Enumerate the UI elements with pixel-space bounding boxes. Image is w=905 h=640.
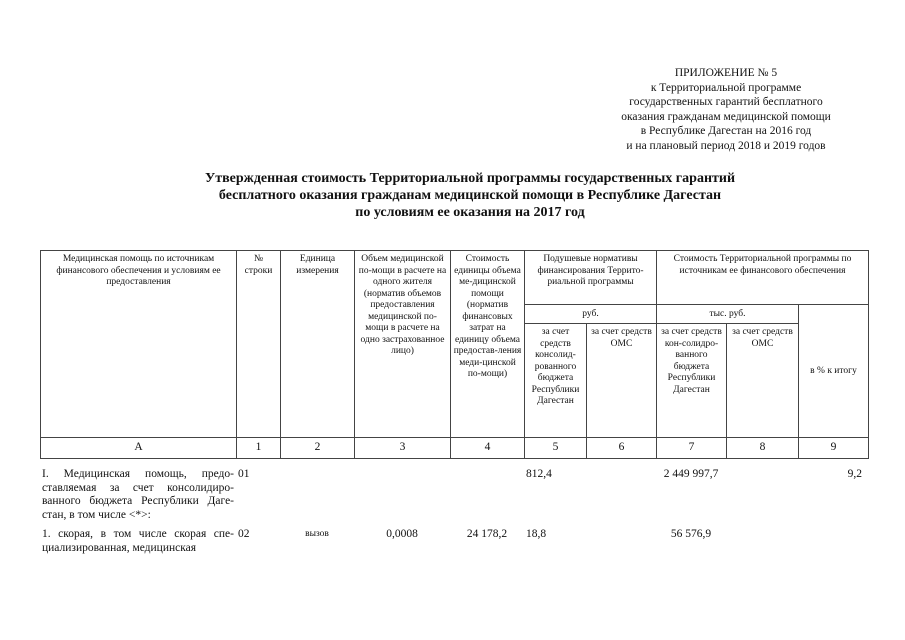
header-col-7: за счет средств кон-солидро-ванного бюджета Республики Дагестан [657, 324, 727, 438]
column-number: 8 [727, 438, 799, 459]
column-number: 4 [451, 438, 525, 459]
header-col-a: Медицинская помощь по источникам финансового обеспечения и условиям ее предоставления [41, 251, 237, 438]
header-col-6: за счет средств ОМС [587, 324, 657, 438]
header-group-cost: Стоимость Территориальной программы по источникам ее финансового обеспечения [657, 251, 869, 305]
row-percent: 9,2 [847, 468, 862, 480]
header-col-8: за счет средств ОМС [727, 324, 799, 438]
document-title [150, 170, 790, 221]
appendix-line: ПРИЛОЖЕНИЕ № 5 [674, 67, 778, 79]
appendix-line: к Территориальной программе [650, 81, 802, 94]
appendix-block [560, 66, 892, 153]
appendix-line: оказания гражданам медицинской помощи [621, 110, 831, 123]
row-volume [354, 468, 450, 528]
row-number: 01 [238, 468, 250, 480]
row-per-capita-oms [586, 468, 656, 528]
row-percent [798, 528, 868, 555]
row-name: 1. скорая, в том числе скорая спе-циализированная, медицинская [42, 528, 234, 554]
table-row [40, 468, 868, 528]
column-number-row [41, 438, 869, 459]
row-per-capita-budget: 812,4 [526, 468, 552, 480]
title-line: по условиям ее оказания на 2017 год [355, 205, 585, 220]
row-cost-budget: 56 576,9 [670, 528, 712, 540]
row-cost-oms [726, 528, 798, 555]
header-col-9: в % к итогу [799, 305, 869, 438]
row-unit-cost: 24 178,2 [466, 528, 508, 540]
cost-table-body [40, 468, 868, 555]
row-name: I. Медицинская помощь, предо-ставляемая за счет консолидиро-ванного бюджета Республики Даге-стан, в том числе <*>: [42, 468, 234, 521]
table-row [40, 528, 868, 555]
appendix-line: государственных гарантий бесплатного [629, 96, 823, 108]
header-group-per-capita: Подушевые нормативы финансирования Террито-риальной программы [525, 251, 657, 305]
column-number: 5 [525, 438, 587, 459]
column-number: А [41, 438, 237, 459]
title-line: бесплатного оказания гражданам медицинской помощи в Республике Дагестан [218, 188, 722, 203]
header-col-1: № строки [237, 251, 281, 438]
column-number: 3 [355, 438, 451, 459]
row-unit-cost [450, 468, 524, 528]
row-unit [280, 468, 354, 528]
row-unit: вызов [305, 529, 329, 539]
header-unit-rub: руб. [525, 305, 657, 324]
column-number: 9 [799, 438, 869, 459]
row-cost-oms [726, 468, 798, 528]
appendix-line: в Республике Дагестан на 2016 год [640, 125, 812, 137]
column-number: 6 [587, 438, 657, 459]
row-number: 02 [238, 528, 250, 540]
row-volume: 0,0008 [386, 528, 418, 540]
header-col-3: Объем медицинской по-мощи в расчете на одного жителя (норматив объемов предоставления медицинской по-мощи в расчете на одно застрахованное лицо) [355, 251, 451, 438]
header-col-4: Стоимость единицы объема ме-дицинской помощи (норматив финансовых затрат на единицу объема предостав-ления меди-цинской по-мощи) [451, 251, 525, 438]
row-cost-budget: 2 449 997,7 [663, 468, 719, 480]
header-col-2: Единица измерения [281, 251, 355, 438]
column-number: 7 [657, 438, 727, 459]
appendix-line: и на плановый период 2018 и 2019 годов [626, 139, 826, 152]
title-line: Утвержденная стоимость Территориальной программы государственных гарантий [204, 171, 736, 186]
row-per-capita-oms [586, 528, 656, 555]
row-per-capita-budget: 18,8 [526, 528, 547, 540]
cost-table-header [40, 250, 869, 459]
header-unit-thousand: тыс. руб. [657, 305, 799, 324]
column-number: 1 [237, 438, 281, 459]
header-col-5: за счет средств консолид-рованного бюджета Республики Дагестан [525, 324, 587, 438]
column-number: 2 [281, 438, 355, 459]
